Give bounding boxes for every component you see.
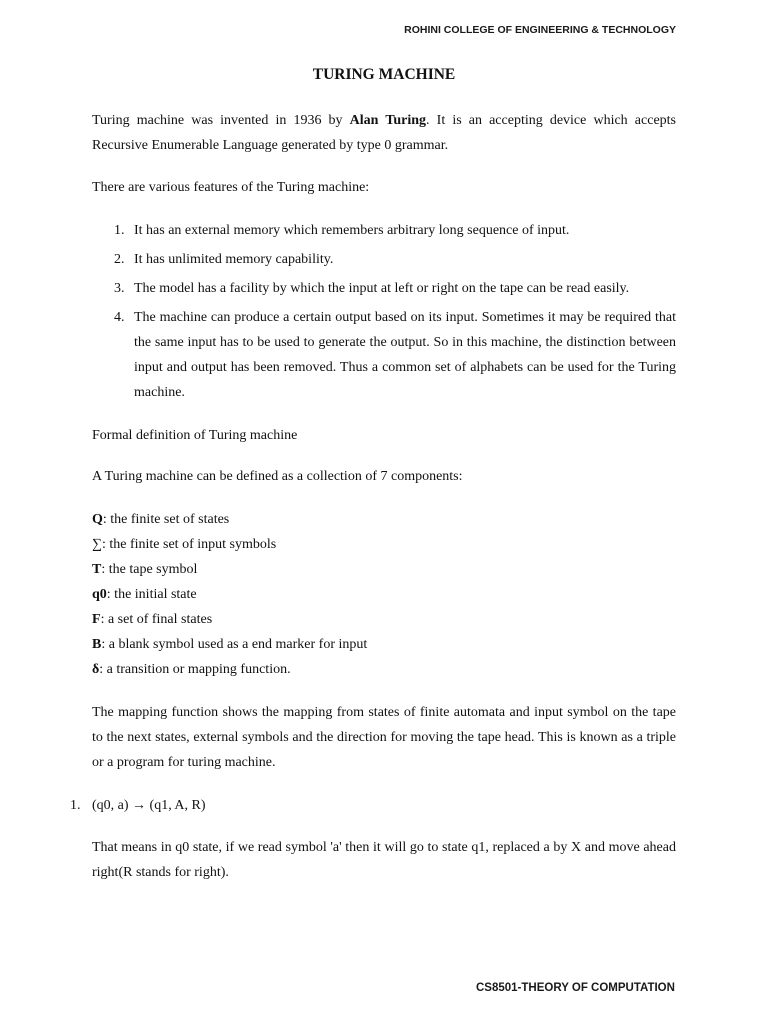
transition-example: (q0, a) → (q1, A, R) bbox=[92, 798, 206, 813]
components-intro: A Turing machine can be defined as a collection of 7 components: bbox=[92, 469, 463, 484]
mapping-paragraph: The mapping function shows the mapping from states of finite automata and input symbol on the tape to the next states, external symbols and the direction for moving the tape head. This is known as a triple or a program for turing machine. bbox=[92, 705, 676, 770]
component-symbol: T bbox=[92, 562, 102, 577]
intro-text-pre: Turing machine was invented in 1936 by bbox=[92, 113, 350, 128]
component-symbol: Q bbox=[92, 512, 103, 527]
component-item bbox=[92, 607, 212, 632]
list-item: The machine can produce a certain output based on its input. Sometimes it may be required that the same input has to be used to generate the output. So in this machine, the distinction between input and output has been removed. Thus a common set of alphabets can be used for the Turing machine. bbox=[134, 310, 676, 400]
list-item-number: 4. bbox=[114, 310, 125, 325]
explanation-paragraph: That means in q0 state, if we read symbol 'a' then it will go to state q1, replaced a by X and move ahead right(R stands for right). bbox=[92, 840, 676, 880]
component-item bbox=[92, 632, 367, 657]
component-desc: : the initial state bbox=[106, 587, 197, 602]
component-symbol: q0 bbox=[92, 587, 107, 602]
intro-text-post: . It is an accepting device which accepts Recursive Enumerable Language generated by type 0 grammar. bbox=[92, 113, 676, 153]
component-item bbox=[92, 657, 291, 682]
intro-paragraph bbox=[92, 108, 676, 158]
list-item: It has an external memory which remembers arbitrary long sequence of input. bbox=[134, 223, 570, 238]
list-item-number: 1. bbox=[114, 223, 125, 238]
list-item-number: 2. bbox=[114, 252, 125, 267]
component-desc: : the finite set of input symbols bbox=[101, 537, 277, 552]
component-symbol: F bbox=[92, 612, 101, 627]
example-number: 1. bbox=[70, 798, 81, 813]
component-desc: : a blank symbol used as a end marker for input bbox=[101, 637, 368, 652]
component-item bbox=[92, 557, 197, 582]
component-item bbox=[92, 507, 229, 532]
component-item bbox=[92, 532, 276, 557]
list-item-number: 3. bbox=[114, 281, 125, 296]
component-desc: : the tape symbol bbox=[101, 562, 198, 577]
component-item bbox=[92, 582, 197, 607]
inventor-name: Alan Turing bbox=[349, 113, 427, 128]
component-desc: : the finite set of states bbox=[102, 512, 230, 527]
component-desc: : a transition or mapping function. bbox=[99, 662, 291, 677]
page-title: TURING MACHINE bbox=[312, 66, 456, 83]
component-symbol: δ bbox=[92, 662, 100, 677]
component-symbol: ∑ bbox=[92, 537, 102, 552]
features-intro: There are various features of the Turing machine: bbox=[92, 180, 370, 195]
component-desc: : a set of final states bbox=[100, 612, 213, 627]
page-header: ROHINI COLLEGE OF ENGINEERING & TECHNOLOGY bbox=[404, 24, 676, 36]
list-item: The model has a facility by which the input at left or right on the tape can be read easily. bbox=[134, 281, 630, 296]
component-symbol: B bbox=[92, 637, 102, 652]
list-item: It has unlimited memory capability. bbox=[134, 252, 334, 267]
formal-definition-heading: Formal definition of Turing machine bbox=[92, 428, 298, 443]
page-footer: CS8501-THEORY OF COMPUTATION bbox=[476, 982, 675, 994]
